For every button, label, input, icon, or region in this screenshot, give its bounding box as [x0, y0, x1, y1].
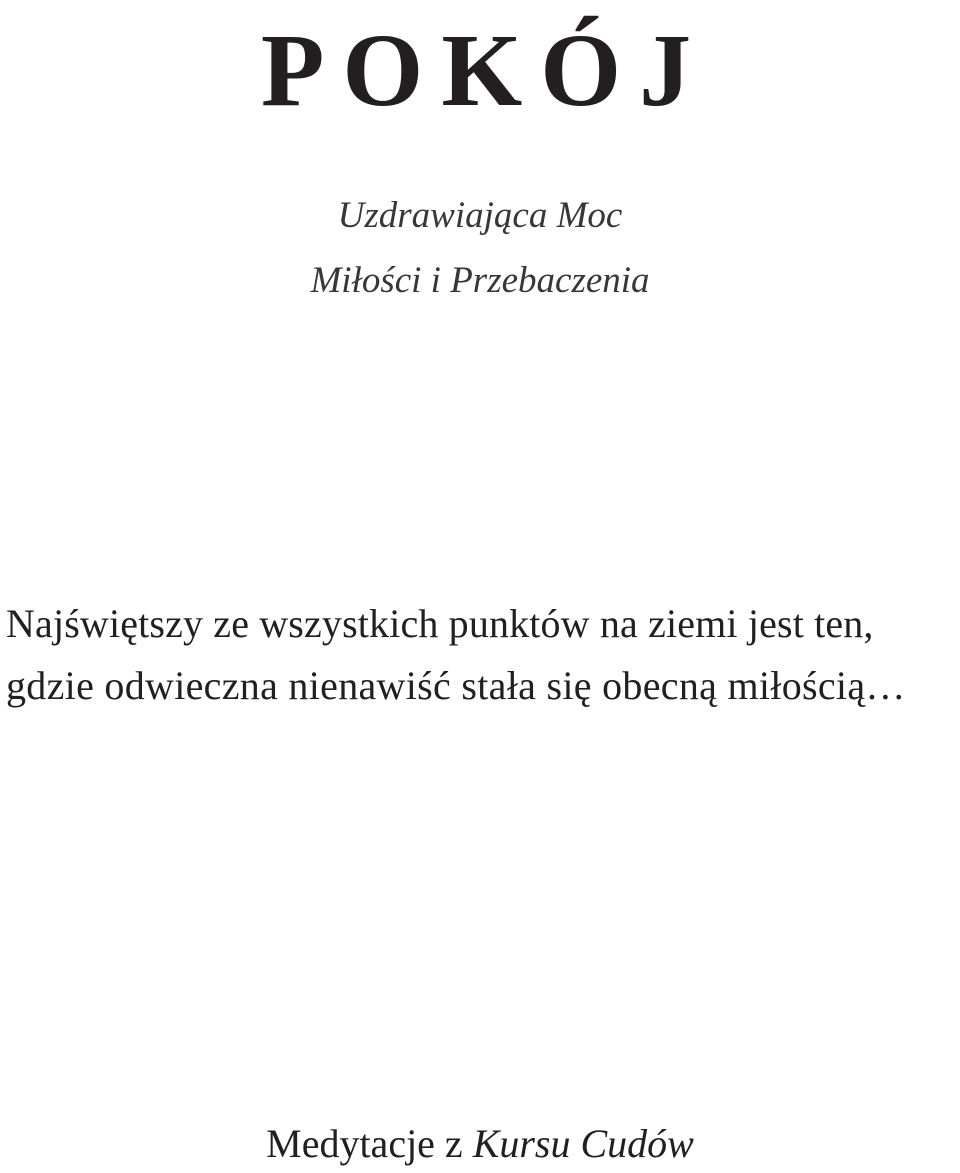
subtitle-line-1: Uzdrawiająca Moc: [337, 195, 623, 236]
footer-prefix: Medytacje z: [266, 1121, 473, 1166]
subtitle-line-2: Miłości i Przebaczenia: [310, 260, 650, 301]
book-title: POKÓJ: [260, 13, 710, 128]
quote-line-1: Najświętszy ze wszystkich punktów na ziemi jest ten,: [6, 601, 874, 646]
quote-line-2: gdzie odwieczna nienawiść stała się obecną miłością…: [6, 663, 906, 708]
footer-source-title: Kursu Cudów: [472, 1121, 694, 1166]
footer-attribution: [0, 1120, 960, 1168]
